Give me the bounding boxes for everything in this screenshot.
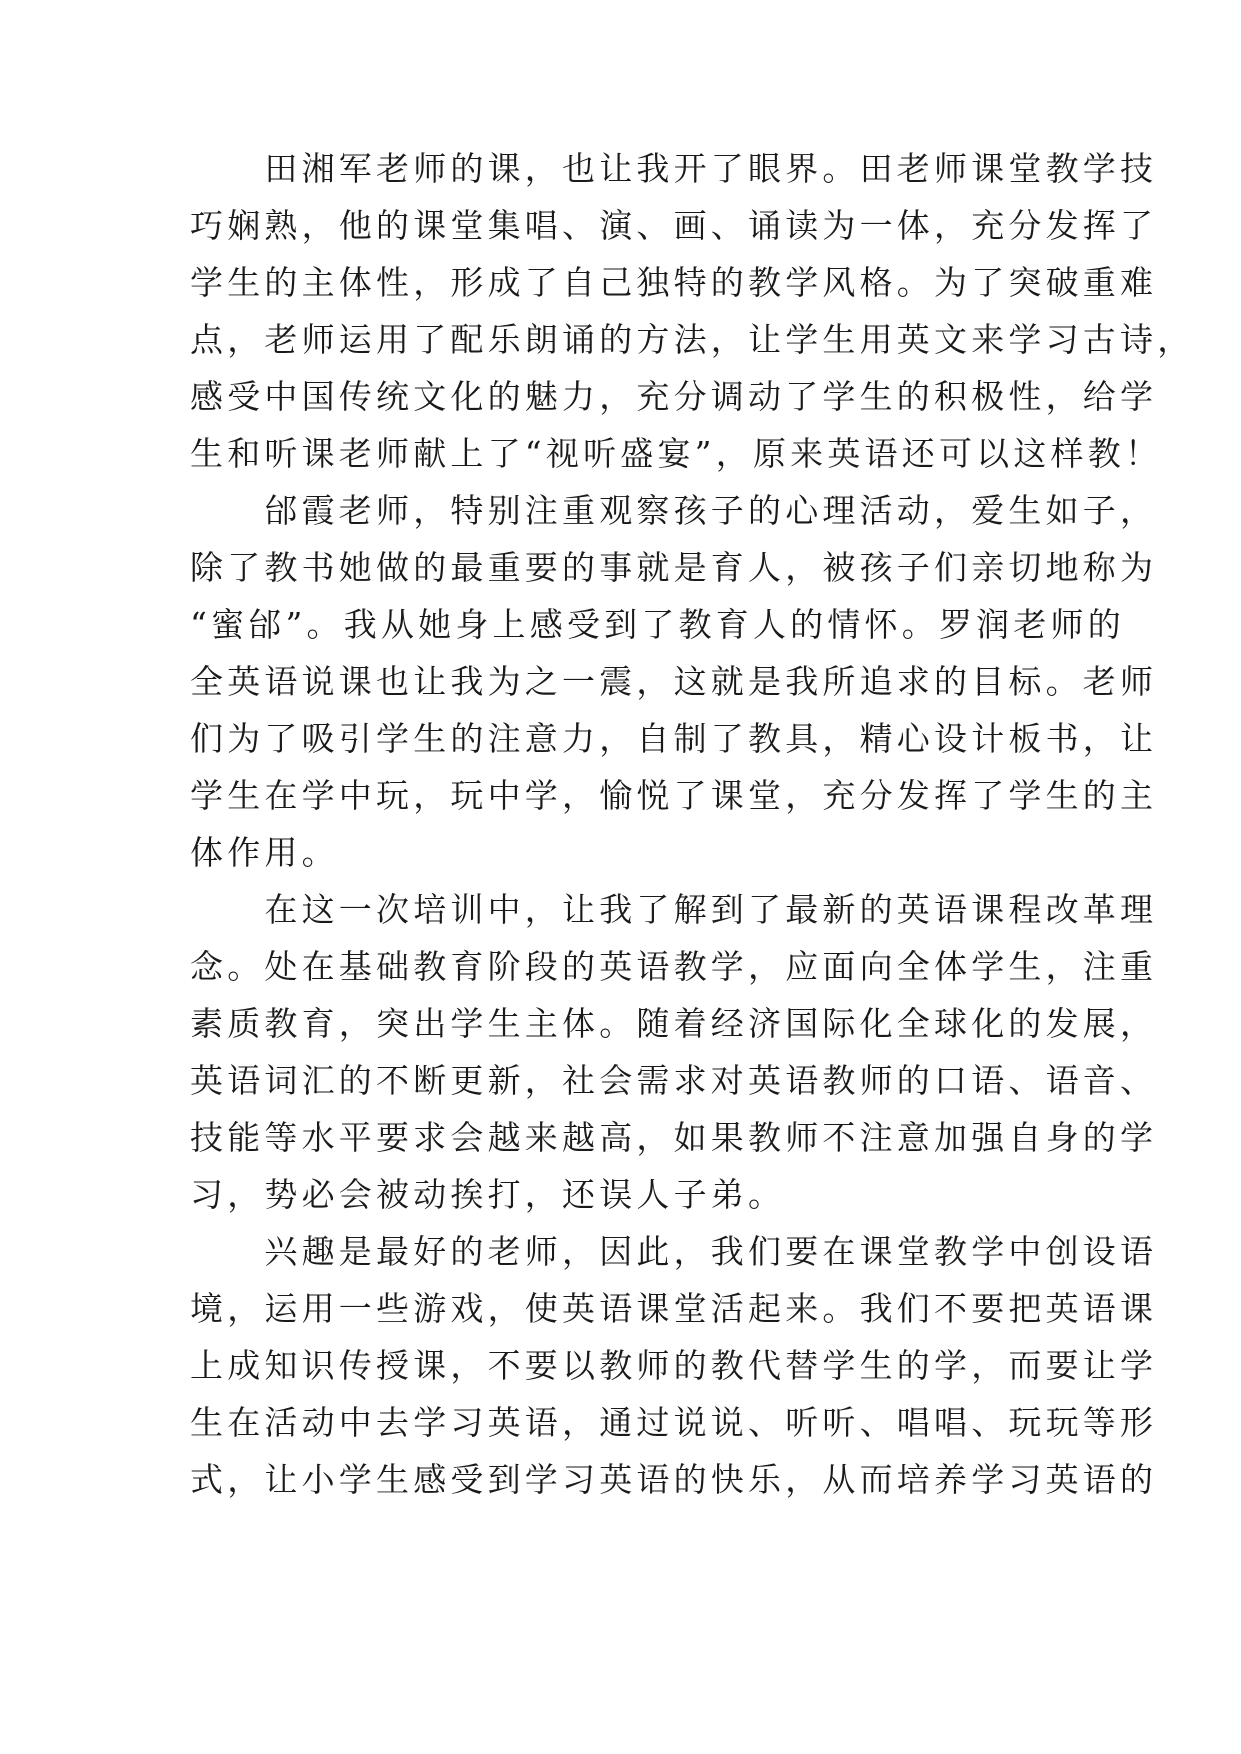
text-line: “蜜邰”。我从她身上感受到了教育人的情怀。罗润老师的 [190,605,1125,644]
text-line: 技能等水平要求会越来越高，如果教师不注意加强自身的学 [190,1118,1158,1157]
text-line: 英语词汇的不断更新，社会需求对英语教师的口语、语音、 [190,1061,1158,1100]
text-line: 生在活动中去学习英语，通过说说、听听、唱唱、玩玩等形 [190,1403,1158,1442]
text-line: 兴趣是最好的老师，因此，我们要在课堂教学中创设语 [190,1232,1158,1271]
text-line: 念。处在基础教育阶段的英语教学，应面向全体学生，注重 [190,947,1158,986]
text-line: 素质教育，突出学生主体。随着经济国际化全球化的发展， [190,1004,1158,1043]
text-line: 点，老师运用了配乐朗诵的方法，让学生用英文来学习古诗， [190,320,1195,359]
text-line: 习，势必会被动挨打，还误人子弟。 [190,1175,786,1214]
text-line: 感受中国传统文化的魅力，充分调动了学生的积极性，给学 [190,377,1158,416]
text-line: 巧娴熟，他的课堂集唱、演、画、诵读为一体，充分发挥了 [190,206,1158,245]
text-line: 生和听课老师献上了“视听盛宴”，原来英语还可以这样教！ [190,434,1163,473]
text-line: 学生在学中玩，玩中学，愉悦了课堂，充分发挥了学生的主 [190,776,1158,815]
text-line: 在这一次培训中，让我了解到了最新的英语课程改革理 [190,890,1158,929]
text-line: 式，让小学生感受到学习英语的快乐，从而培养学习英语的 [190,1460,1158,1499]
text-line: 邰霞老师，特别注重观察孩子的心理活动，爱生如子， [190,491,1158,530]
text-line: 境，运用一些游戏，使英语课堂活起来。我们不要把英语课 [190,1289,1158,1328]
text-line: 体作用。 [190,833,339,872]
text-line: 上成知识传授课，不要以教师的教代替学生的学，而要让学 [190,1346,1158,1385]
text-line: 田湘军老师的课，也让我开了眼界。田老师课堂教学技 [190,149,1158,188]
text-line: 全英语说课也让我为之一震，这就是我所追求的目标。老师 [190,662,1158,701]
text-line: 们为了吸引学生的注意力，自制了教具，精心设计板书，让 [190,719,1158,758]
text-line: 学生的主体性，形成了自己独特的教学风格。为了突破重难 [190,263,1158,302]
text-line: 除了教书她做的最重要的事就是育人，被孩子们亲切地称为 [190,548,1158,587]
